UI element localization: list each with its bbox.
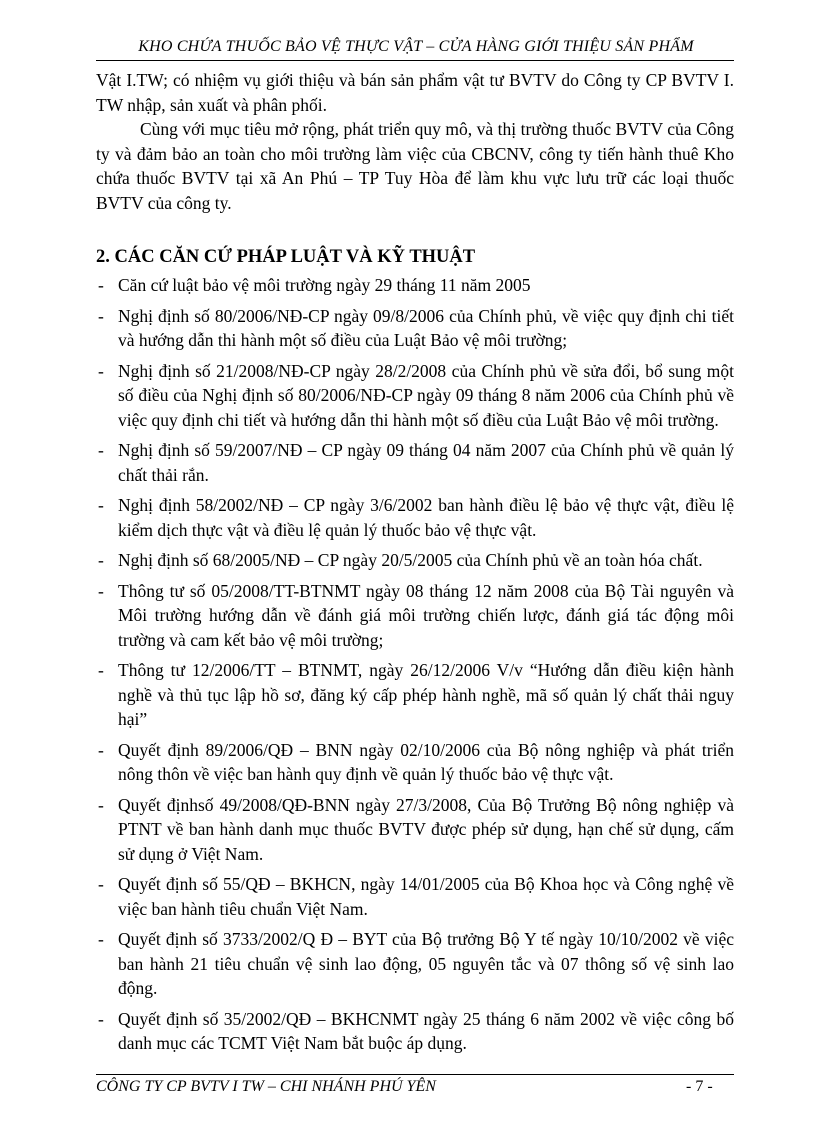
list-item-text: Nghị định số 59/2007/NĐ – CP ngày 09 tháng 04 năm 2007 của Chính phủ về quản lý chất thải rắn.: [118, 440, 734, 485]
bullet-dash: -: [98, 739, 104, 760]
list-item-text: Quyết định số 35/2002/QĐ – BKHCNMT ngày 25 tháng 6 năm 2002 về việc công bố danh mục các TCMT Việt Nam bắt buộc áp dụng.: [118, 1008, 734, 1053]
bullet-dash: -: [98, 929, 104, 949]
page-header-title: KHO CHỨA THUỐC BẢO VỆ THỰC VẬT – CỬA HÀNG GIỚI THIỆU SẢN PHẨM: [138, 38, 694, 55]
bullet-dash: -: [98, 440, 104, 460]
list-item: [96, 438, 734, 487]
list-item-text: Nghị định 58/2002/NĐ – CP ngày 3/6/2002 ban hành điều lệ bảo vệ thực vật, điều lệ kiểm dịch thực vật và điều lệ quản lý thuốc bảo vệ thực vật.: [118, 495, 734, 540]
list-item-text: Quyết định số 3733/2002/Q Đ – BYT của Bộ trưởng Bộ Y tế ngày 10/10/2002 về việc ban hành 21 tiêu chuẩn vệ sinh lao động, 05 nguyên tắc và 07 thông số vệ sinh lao động.: [118, 929, 734, 998]
list-item-text: Nghị định số 21/2008/NĐ-CP ngày 28/2/2008 của Chính phủ về sửa đổi, bổ sung một số điều của Nghị định số 80/2006/NĐ-CP ngày 09 tháng 8 năm 2006 của Chính phủ về việc quy định chi tiết và hướng dẫn thi hành một số điều của Luật Bảo vệ môi trường.: [118, 360, 734, 430]
legal-basis-list: [96, 273, 734, 1056]
bullet-dash: -: [98, 550, 104, 570]
bullet-dash: -: [98, 275, 104, 295]
bullet-dash: -: [98, 794, 104, 815]
list-item: [96, 738, 734, 787]
header-divider: [96, 60, 734, 61]
list-item-text: Quyết định số 55/QĐ – BKHCN, ngày 14/01/2005 của Bộ Khoa học và Công nghệ về việc ban hành tiêu chuẩn Việt Nam.: [118, 874, 734, 919]
list-item-text: Căn cứ luật bảo vệ môi trường ngày 29 tháng 11 năm 2005: [118, 275, 531, 295]
list-item: [96, 872, 734, 921]
list-item: [96, 927, 734, 1001]
list-item: [96, 359, 734, 433]
page-number: - 7 -: [686, 1078, 713, 1095]
bullet-dash: -: [98, 580, 104, 601]
list-item: [96, 579, 734, 653]
list-item-text: Quyết địnhsố 49/2008/QĐ-BNN ngày 27/3/2008, Của Bộ Trưởng Bộ nông nghiệp và PTNT về ban hành danh mục thuốc BVTV được phép sử dụng, hạn chế sử dụng, cấm sử dụng ở Việt Nam.: [118, 794, 734, 864]
list-item: [96, 548, 734, 573]
list-item: [96, 658, 734, 732]
document-body: [96, 68, 734, 1062]
bullet-dash: -: [98, 660, 104, 680]
bullet-dash: -: [98, 495, 104, 515]
section-heading: 2. CÁC CĂN CỨ PHÁP LUẬT VÀ KỸ THUẬT: [96, 247, 476, 267]
list-item-text: Nghị định số 80/2006/NĐ-CP ngày 09/8/2006 của Chính phủ, về việc quy định chi tiết và hướng dẫn thi hành một số điều của Luật Bảo vệ môi trường;: [118, 305, 734, 350]
footer-divider: [96, 1074, 734, 1075]
list-item-text: Nghị định số 68/2005/NĐ – CP ngày 20/5/2005 của Chính phủ về an toàn hóa chất.: [118, 550, 703, 570]
paragraph-purpose: Cùng với mục tiêu mở rộng, phát triển quy mô, và thị trường thuốc BVTV của Công ty và đảm bảo an toàn cho môi trường làm việc của CBCNV, công ty tiến hành thuê Kho chứa thuốc BVTV tại xã An Phú – TP Tuy Hòa để làm khu vực lưu trữ các loại thuốc BVTV của công ty.: [96, 119, 734, 213]
bullet-dash: -: [98, 1008, 104, 1029]
paragraph-continued: Vật I.TW; có nhiệm vụ giới thiệu và bán sản phẩm vật tư BVTV do Công ty CP BVTV I. TW nhập, sản xuất và phân phối.: [96, 70, 734, 115]
list-item: [96, 1007, 734, 1056]
footer-company: CÔNG TY CP BVTV I TW – CHI NHÁNH PHÚ YÊN: [96, 1078, 436, 1095]
bullet-dash: -: [98, 305, 104, 326]
list-item-text: Quyết định 89/2006/QĐ – BNN ngày 02/10/2006 của Bộ nông nghiệp và phát triển nông thôn về việc ban hành quy định về quản lý thuốc bảo vệ thực vật.: [118, 739, 734, 784]
list-item-text: Thông tư số 05/2008/TT-BTNMT ngày 08 tháng 12 năm 2008 của Bộ Tài nguyên và Môi trường hướng dẫn về đánh giá môi trường chiến lược, đánh giá tác động môi trường và cam kết bảo vệ môi trường;: [118, 580, 734, 650]
list-item: [96, 493, 734, 542]
list-item-text: Thông tư 12/2006/TT – BTNMT, ngày 26/12/2006 V/v “Hướng dẫn điều kiện hành nghề và thủ tục lập hồ sơ, đăng ký cấp phép hành nghề, mã số quản lý chất thải nguy hại”: [118, 660, 734, 729]
bullet-dash: -: [98, 360, 104, 381]
list-item: [96, 793, 734, 867]
list-item: [96, 273, 734, 298]
bullet-dash: -: [98, 874, 104, 894]
list-item: [96, 304, 734, 353]
